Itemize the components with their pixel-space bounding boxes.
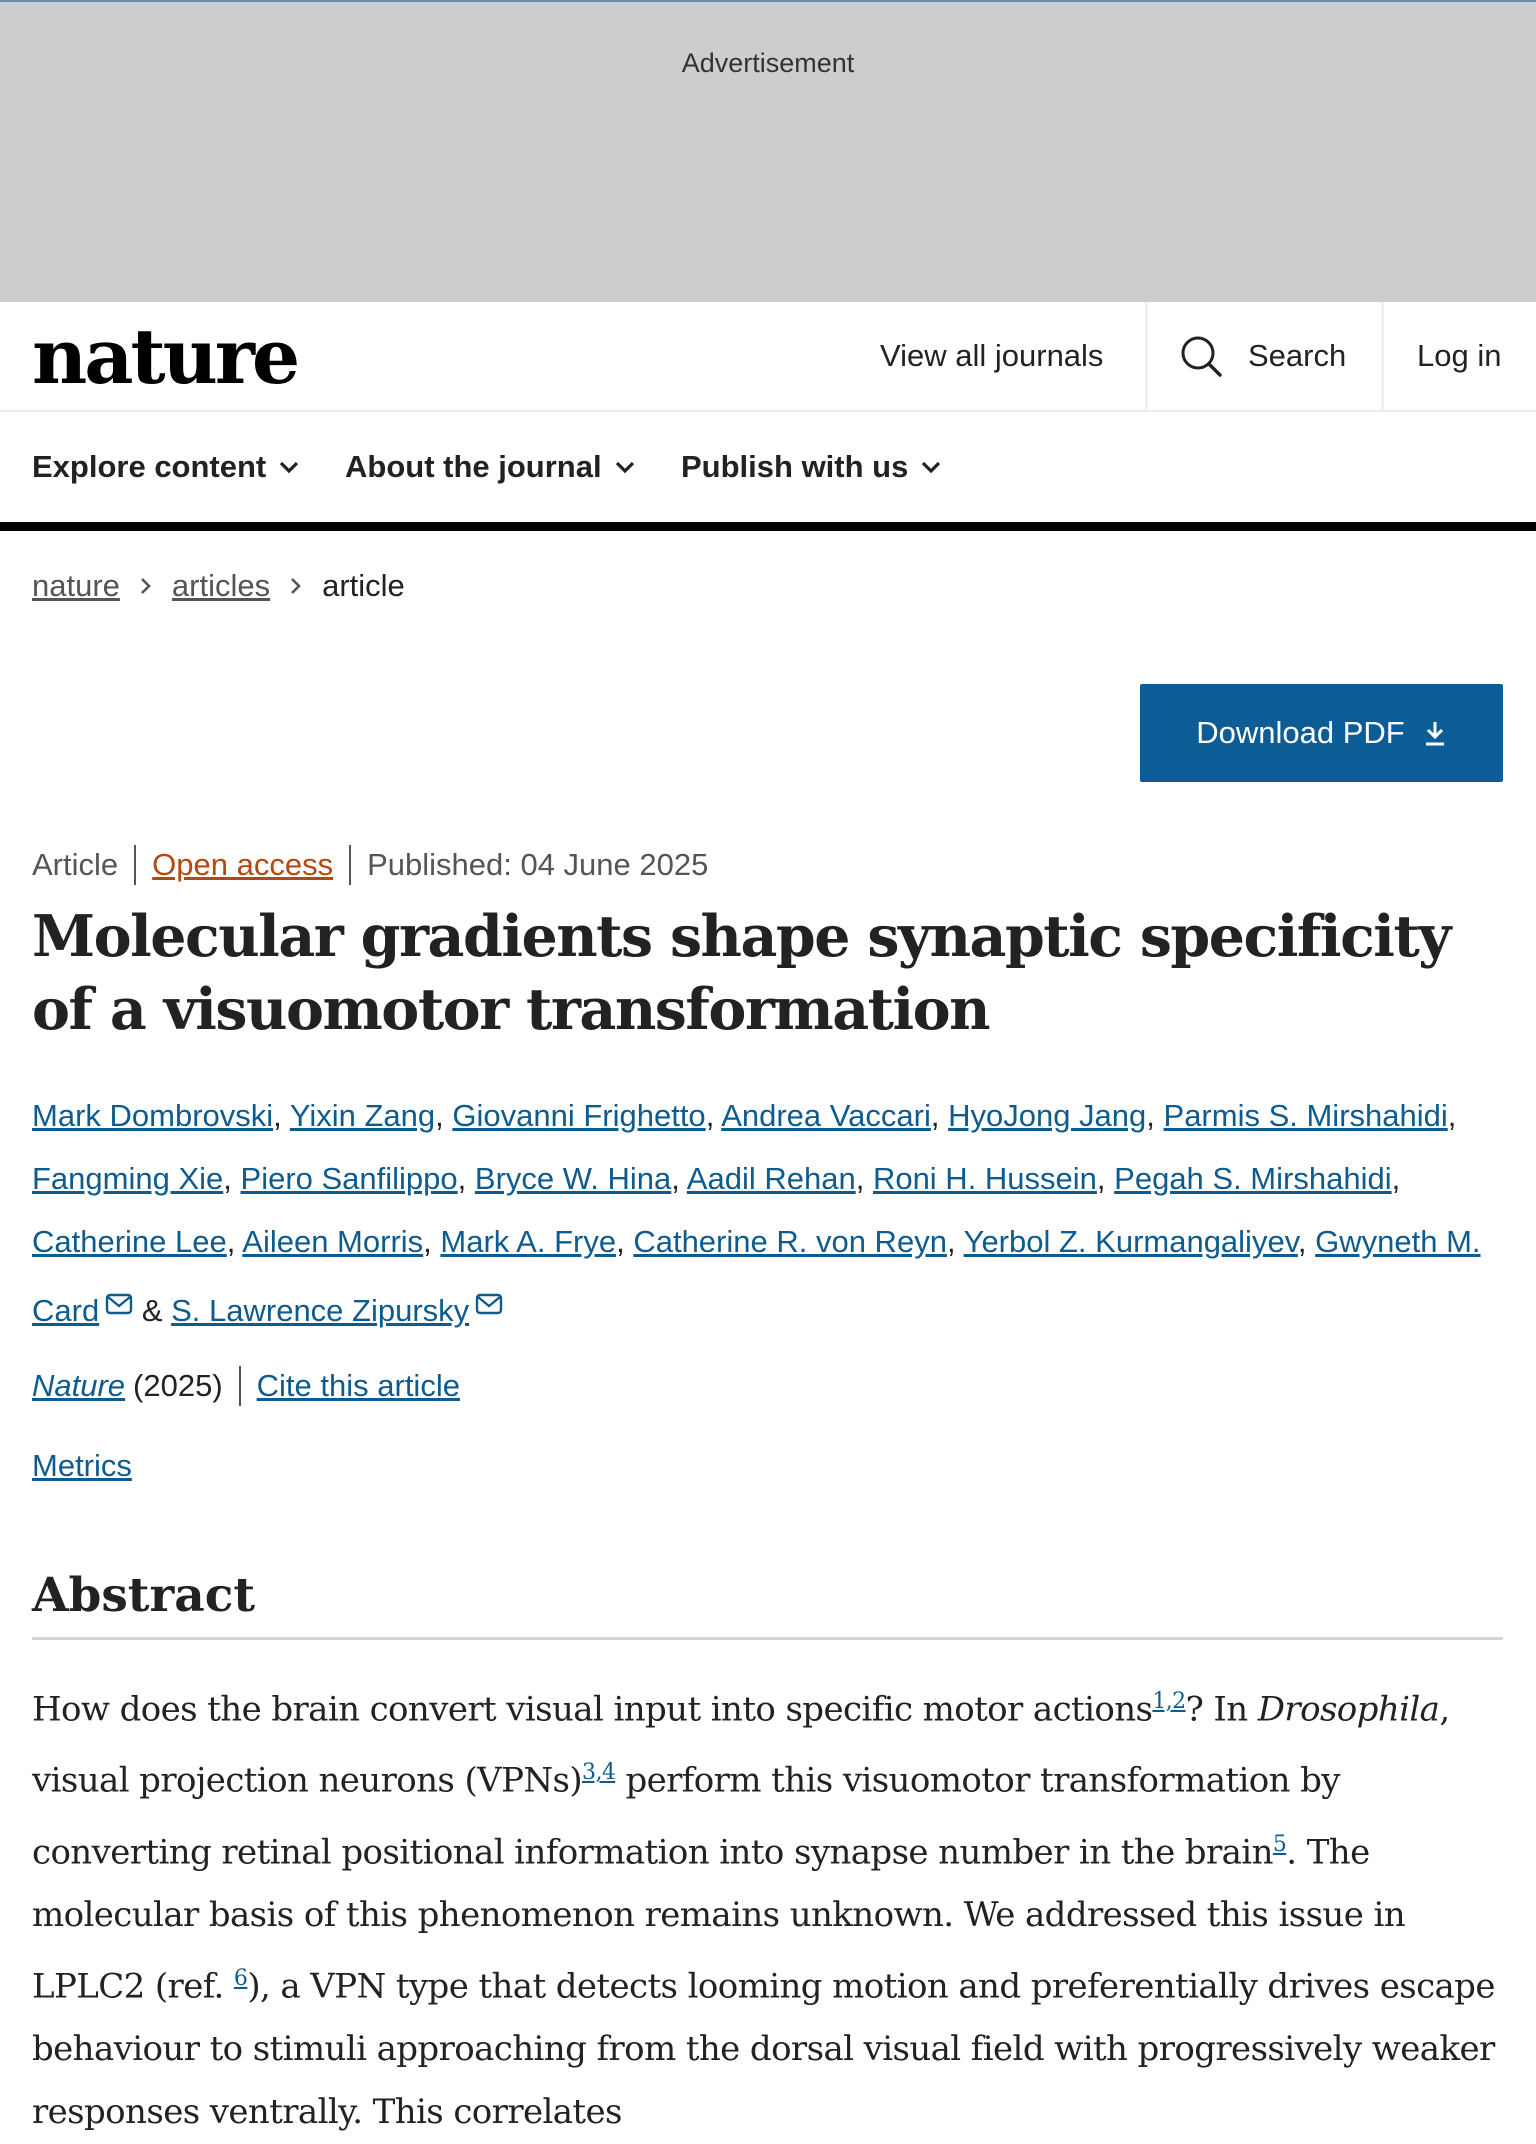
author-link[interactable]: Pegah S. Mirshahidi [1114, 1161, 1392, 1196]
header-divider [1381, 302, 1384, 410]
author-separator: , [1391, 1161, 1401, 1196]
chevron-down-icon [614, 460, 636, 474]
advertisement-label: Advertisement [681, 48, 855, 78]
abstract-segment: ? In [1185, 1689, 1258, 1730]
chevron-right-icon [140, 576, 152, 596]
author-link[interactable]: Andrea Vaccari [721, 1098, 931, 1133]
journal-link[interactable]: Nature [32, 1368, 126, 1403]
reference-superscript [1152, 1689, 1185, 1714]
author-separator: , [946, 1224, 964, 1259]
citation-line [32, 1366, 460, 1406]
reference-superscript [234, 1966, 247, 1991]
site-header [0, 302, 1536, 412]
meta-divider [134, 845, 136, 885]
publication-year: (2025) [133, 1368, 223, 1403]
open-access-link[interactable]: Open access [152, 847, 334, 882]
reference-link[interactable]: 5 [1272, 1831, 1287, 1857]
author-link[interactable]: Parmis S. Mirshahidi [1163, 1098, 1448, 1133]
article-type: Article [32, 847, 119, 882]
author-separator: , [423, 1224, 441, 1259]
nav-explore-content[interactable] [32, 412, 300, 522]
author-separator: , [855, 1161, 873, 1196]
author-link[interactable]: Bryce W. Hina [474, 1161, 672, 1196]
published-date: Published: 04 June 2025 [367, 847, 709, 882]
author-separator: , [616, 1224, 634, 1259]
nav-item-label: Publish with us [681, 449, 909, 484]
author-list [32, 1084, 1512, 1342]
cite-this-article-link[interactable]: Cite this article [256, 1368, 460, 1403]
author-link[interactable]: Piero Sanfilippo [240, 1161, 458, 1196]
author-separator: , [1146, 1098, 1164, 1133]
author-link[interactable]: Mark A. Frye [440, 1224, 617, 1259]
author-separator: & [133, 1293, 172, 1328]
log-in-link[interactable]: Log in [1417, 338, 1502, 373]
author-link[interactable]: Gwyneth M. Card [32, 1224, 1481, 1328]
abstract-segment: , visual projection neurons (VPNs) [32, 1689, 1450, 1801]
chevron-down-icon [278, 460, 300, 474]
header-divider [1145, 302, 1148, 410]
breadcrumb-nature[interactable]: nature [32, 568, 120, 603]
author-link[interactable]: Fangming Xie [32, 1161, 224, 1196]
author-link[interactable]: Giovanni Frighetto [452, 1098, 706, 1133]
nature-logo[interactable]: nature [32, 312, 298, 401]
author-separator: , [705, 1098, 722, 1133]
search-label: Search [1248, 338, 1347, 373]
nav-about-the-journal[interactable] [345, 412, 636, 522]
author-link[interactable]: Aileen Morris [242, 1224, 424, 1259]
meta-divider [349, 845, 351, 885]
author-link[interactable]: HyoJong Jang [948, 1098, 1147, 1133]
nav-item-label: About the journal [345, 449, 602, 484]
author-separator: , [223, 1161, 241, 1196]
abstract-segment: . The molecular basis of this phenomenon remains unknown. We addressed this issue in LPLC2 (ref. [32, 1831, 1406, 2007]
author-link[interactable]: Mark Dombrovski [32, 1098, 274, 1133]
abstract-segment: How does the brain convert visual input into specific motor actions [32, 1689, 1153, 1730]
download-pdf-label: Download PDF [1196, 715, 1405, 750]
abstract-segment: ), a VPN type that detects looming motion and preferentially drives escape behaviour to stimuli approaching from the dorsal visual field with progressively weaker responses ventrally. This correlates [32, 1966, 1495, 2133]
metrics-link[interactable]: Metrics [32, 1448, 132, 1483]
author-link[interactable]: S. Lawrence Zipursky [171, 1293, 470, 1328]
reference-link[interactable]: 6 [233, 1965, 248, 1991]
abstract-segment: perform this visuomotor transformation by converting retinal positional information into synapse number in the brain [32, 1760, 1340, 1872]
reference-superscript [1273, 1832, 1286, 1857]
chevron-down-icon [920, 460, 942, 474]
reference-link[interactable]: 1,2 [1152, 1689, 1186, 1714]
citation-divider [239, 1366, 241, 1406]
author-separator: , [273, 1098, 290, 1133]
download-pdf-button[interactable] [1140, 684, 1503, 782]
nav-publish-with-us[interactable] [681, 412, 942, 522]
breadcrumb [32, 568, 405, 604]
nav-item-label: Explore content [32, 449, 267, 484]
email-icon[interactable] [105, 1273, 133, 1336]
email-icon[interactable] [475, 1273, 503, 1336]
view-all-journals-link[interactable]: View all journals [880, 338, 1104, 373]
author-separator: , [930, 1098, 949, 1133]
author-separator: , [671, 1161, 687, 1196]
author-separator: , [1096, 1161, 1115, 1196]
author-separator: , [1297, 1224, 1316, 1259]
article-meta [32, 845, 708, 885]
search-icon [1180, 335, 1222, 377]
abstract-heading: Abstract [32, 1568, 1503, 1640]
advertisement-banner [0, 0, 1536, 302]
author-separator: , [1447, 1098, 1457, 1133]
author-link[interactable]: Yixin Zang [289, 1098, 436, 1133]
author-separator: , [435, 1098, 453, 1133]
abstract-italic: Drosophila [1257, 1689, 1440, 1730]
author-link[interactable]: Catherine Lee [32, 1224, 227, 1259]
main-nav [0, 412, 1536, 531]
author-link[interactable]: Roni H. Hussein [872, 1161, 1097, 1196]
author-separator: , [457, 1161, 475, 1196]
reference-superscript [582, 1760, 615, 1785]
author-link[interactable]: Catherine R. von Reyn [633, 1224, 947, 1259]
reference-link[interactable]: 3,4 [582, 1760, 616, 1786]
breadcrumb-articles[interactable]: articles [171, 568, 271, 603]
author-link[interactable]: Aadil Rehan [686, 1161, 856, 1196]
chevron-right-icon [290, 576, 302, 596]
abstract-text [32, 1670, 1512, 2144]
article-title: Molecular gradients shape synaptic specificity of a visuomotor transformation [32, 903, 1450, 1043]
breadcrumb-current: article [322, 568, 405, 603]
author-link[interactable]: Yerbol Z. Kurmangaliyev [963, 1224, 1298, 1259]
search-button[interactable] [1180, 302, 1346, 410]
author-separator: , [226, 1224, 243, 1259]
download-icon [1423, 719, 1447, 747]
